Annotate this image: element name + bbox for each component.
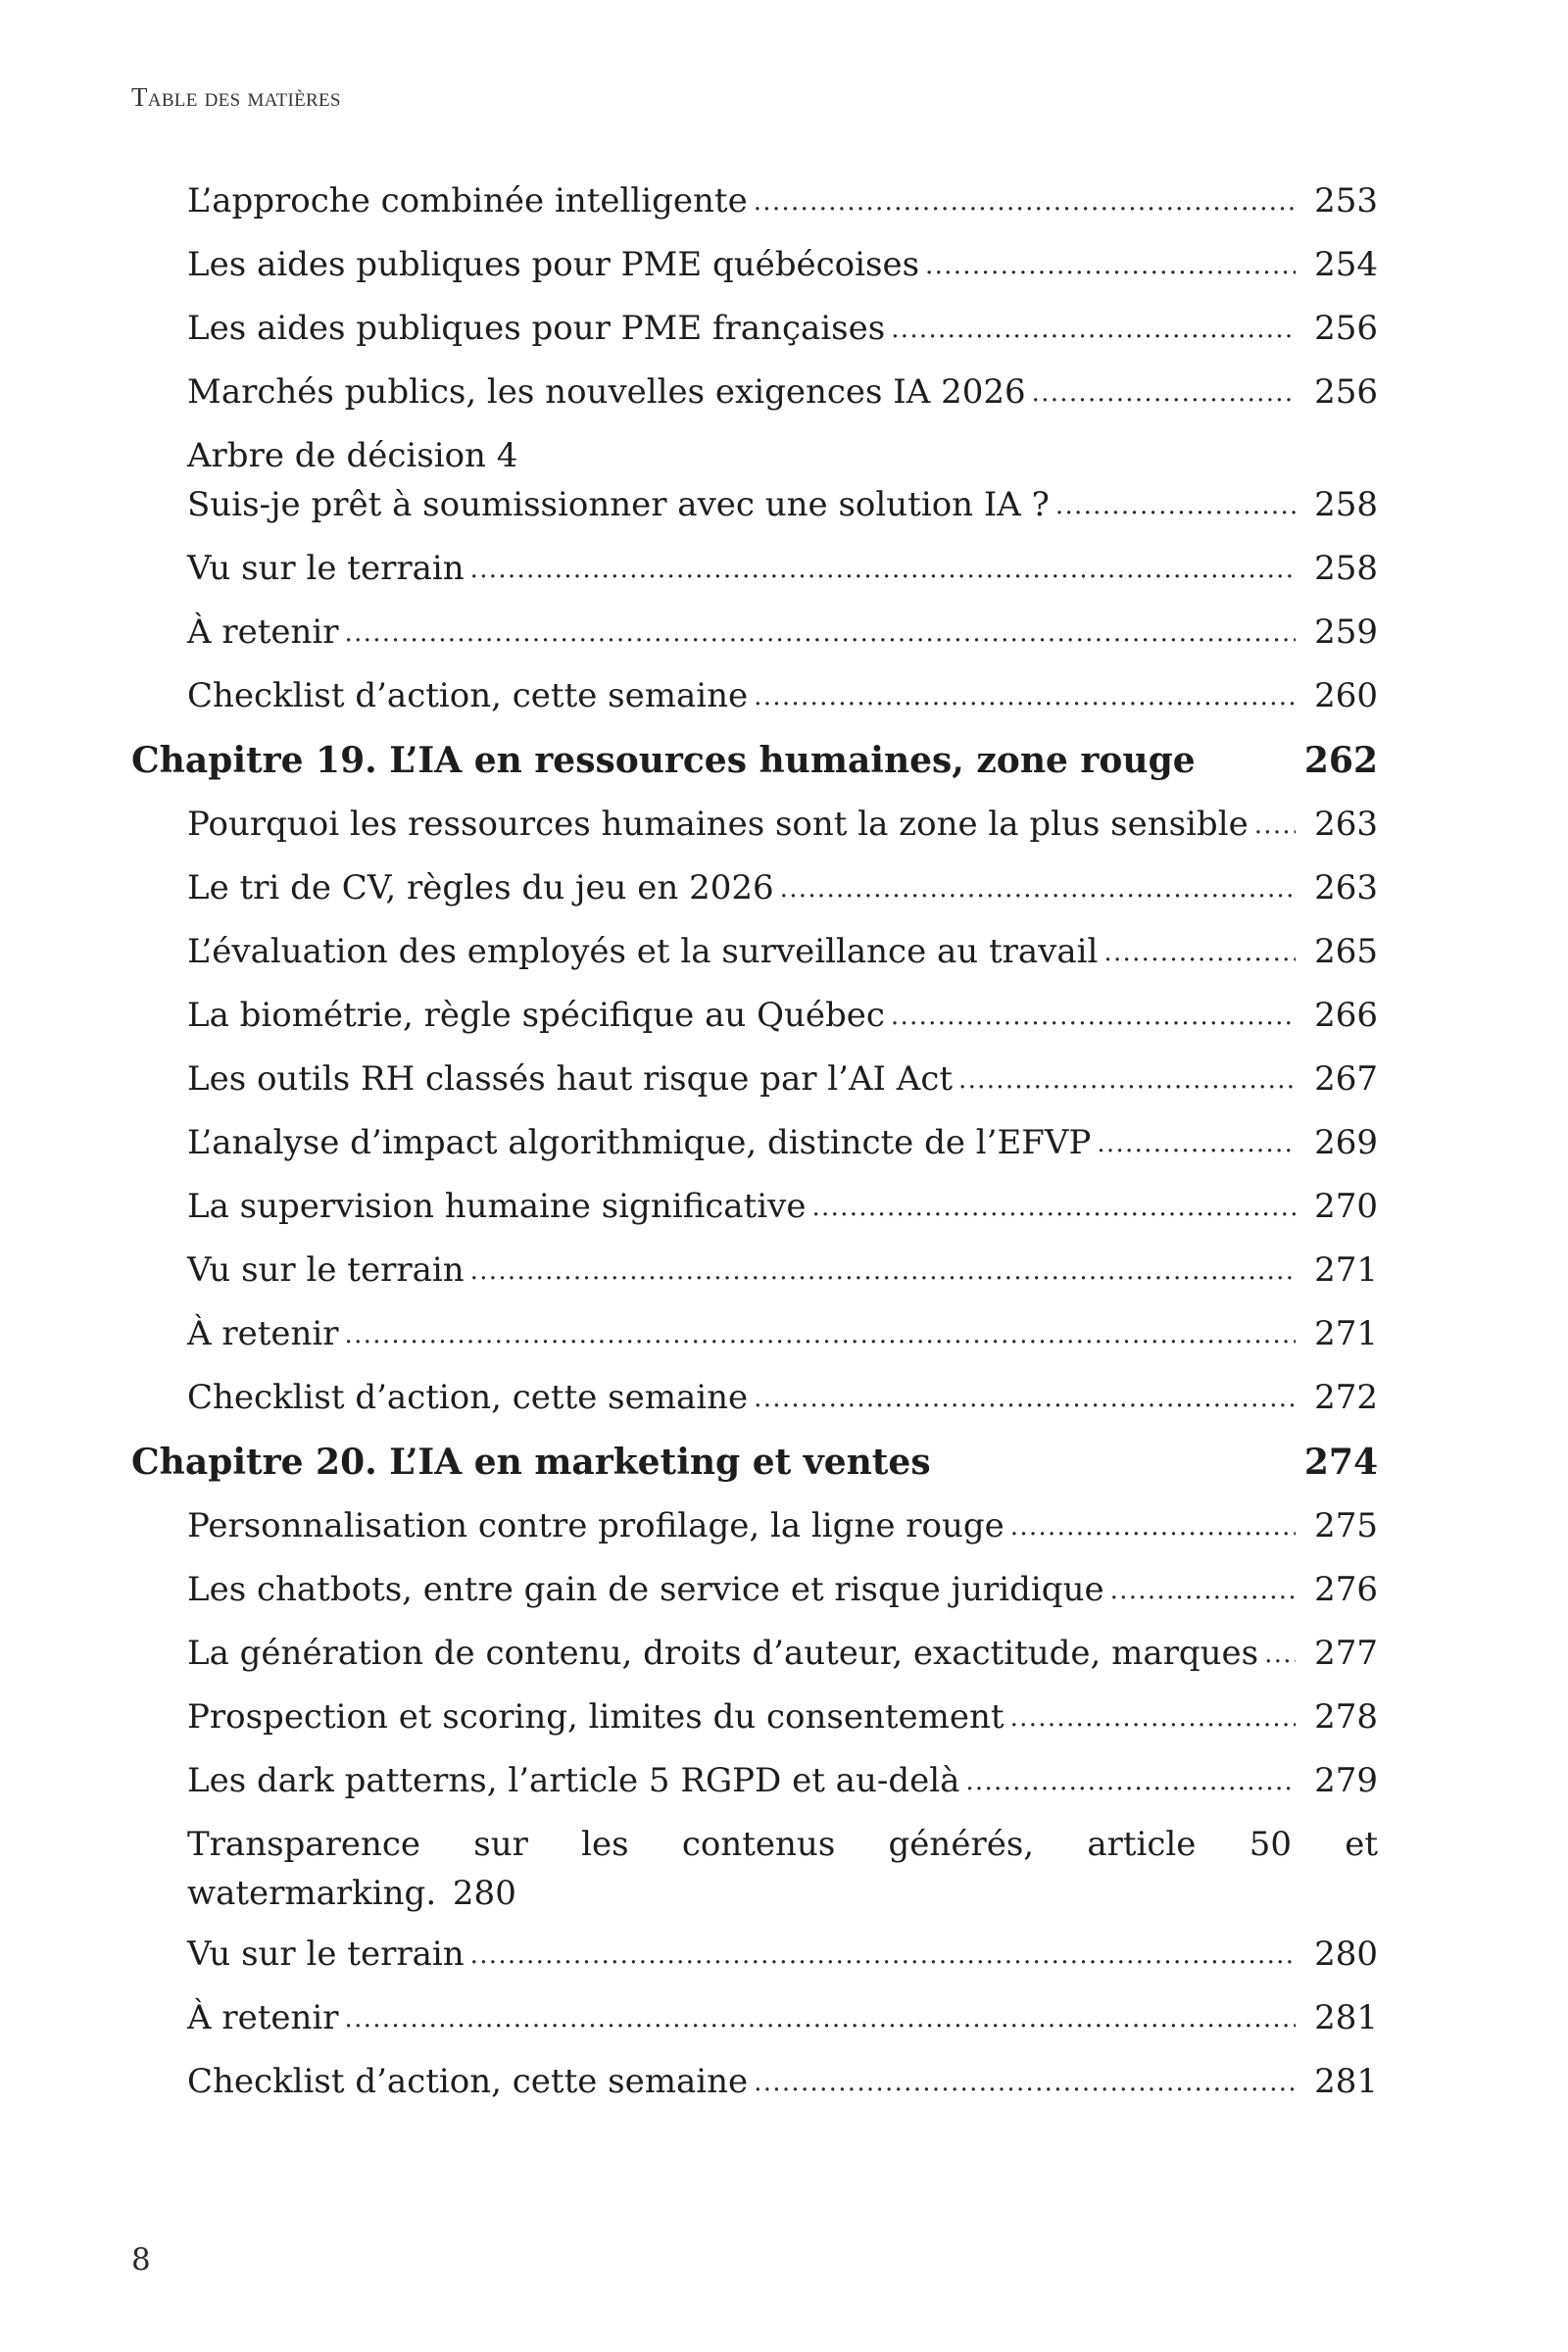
entry-title: Checklist d’action, cette semaine — [187, 1378, 749, 1417]
dot-leader — [1010, 1690, 1296, 1742]
entry-page-number: 256 — [1314, 372, 1378, 412]
toc-entry — [187, 1182, 1378, 1234]
entry-title: La supervision humaine significative — [187, 1187, 807, 1226]
entry-title: Vu sur le terrain — [187, 549, 465, 588]
entry-title: L’approche combinée intelligente — [187, 181, 748, 220]
dot-leader — [1032, 366, 1296, 417]
toc-chapter-heading — [131, 735, 1378, 786]
entry-title: Checklist d’action, cette semaine — [187, 2062, 749, 2101]
toc-entry — [187, 431, 1378, 532]
toc-entry — [187, 544, 1378, 596]
entry-title: À retenir — [187, 612, 339, 652]
dot-leader — [891, 989, 1296, 1041]
toc-entry — [187, 304, 1378, 356]
entry-page-number: 281 — [1314, 1998, 1378, 2037]
entry-title: Vu sur le terrain — [187, 1250, 465, 1290]
entry-page-number: 271 — [1314, 1250, 1378, 1290]
entry-page-number: 258 — [1314, 485, 1378, 524]
entry-page-number: 280 — [1314, 1935, 1378, 1974]
dot-leader — [754, 2055, 1296, 2107]
entry-title: Les aides publiques pour PME françaises — [187, 309, 886, 348]
toc-entry — [187, 1373, 1378, 1425]
entry-page-number: 263 — [1314, 805, 1378, 844]
entry-title: La biométrie, règle spécifique au Québec — [187, 996, 885, 1035]
chapter-title: Chapitre 19. L’IA en ressources humaines, zone rouge — [131, 740, 1196, 781]
dot-leader — [891, 302, 1296, 354]
entry-page-number: 278 — [1314, 1697, 1378, 1737]
entry-page-number: 256 — [1314, 309, 1378, 348]
entry-title: La génération de contenu, droits d’auteur, exactitude, marques — [187, 1634, 1259, 1673]
toc-entry — [187, 368, 1378, 419]
toc-entry — [187, 1118, 1378, 1170]
entry-title: Checklist d’action, cette semaine — [187, 676, 749, 715]
entry-title-line1: Arbre de décision 4 — [187, 436, 518, 475]
toc-entry — [187, 608, 1378, 660]
entry-page-number: 279 — [1314, 1761, 1378, 1800]
toc-entry — [187, 671, 1378, 723]
dot-leader — [1097, 1116, 1296, 1168]
dot-leader — [470, 1928, 1296, 1980]
toc-entry — [187, 1692, 1378, 1744]
toc-entry — [187, 1246, 1378, 1298]
entry-page-number: 265 — [1314, 932, 1378, 971]
entry-page-number: 271 — [1314, 1314, 1378, 1353]
toc-chapter-heading — [131, 1437, 1378, 1488]
page-number: 8 — [131, 2242, 151, 2278]
dot-leader — [958, 1053, 1296, 1104]
entry-title: Suis-je prêt à soumissionner avec une solution IA ? — [187, 485, 1050, 524]
entry-title: À retenir — [187, 1998, 339, 2037]
entry-title: Prospection et scoring, limites du consentement — [187, 1697, 1004, 1737]
entry-title: Les dark patterns, l’article 5 RGPD et au-delà — [187, 1761, 960, 1800]
dot-leader — [1055, 478, 1296, 530]
entry-page-number: 275 — [1314, 1506, 1378, 1545]
running-head: Table des matières — [131, 82, 341, 112]
dot-leader — [965, 1754, 1296, 1806]
toc-entry — [187, 991, 1378, 1043]
dot-leader — [925, 238, 1296, 290]
entry-title: Les outils RH classés haut risque par l’AI Act — [187, 1059, 954, 1099]
toc-entry — [187, 176, 1378, 228]
entry-title: Vu sur le terrain — [187, 1935, 465, 1974]
toc-entry — [187, 1309, 1378, 1361]
dot-leader — [470, 542, 1296, 594]
dot-leader — [811, 1180, 1296, 1232]
entry-page-number: 269 — [1314, 1123, 1378, 1162]
entry-page-number: 267 — [1314, 1059, 1378, 1099]
entry-title: L’évaluation des employés et la surveillance au travail — [187, 932, 1099, 971]
entry-page-number: 272 — [1314, 1378, 1378, 1417]
chapter-page-number: 274 — [1303, 1442, 1378, 1483]
dot-leader — [754, 174, 1296, 226]
dot-leader — [1010, 1499, 1296, 1551]
toc-entry — [187, 1054, 1378, 1106]
dot-leader — [754, 1371, 1296, 1423]
toc-entry — [187, 1820, 1378, 1918]
entry-page-number: 281 — [1314, 2062, 1378, 2101]
dot-leader — [780, 861, 1296, 913]
entry-title: Pourquoi les ressources humaines sont la zone la plus sensible — [187, 805, 1249, 844]
dot-leader — [1110, 1563, 1296, 1615]
dot-leader — [1103, 925, 1296, 977]
toc-entry — [187, 1930, 1378, 1982]
dot-leader — [470, 1244, 1296, 1296]
chapter-title: Chapitre 20. L’IA en marketing et ventes — [131, 1442, 931, 1483]
dot-leader — [754, 669, 1296, 721]
entry-title: Personnalisation contre profilage, la ligne rouge — [187, 1506, 1004, 1545]
toc-entry — [187, 1993, 1378, 2045]
table-of-contents — [131, 176, 1378, 2121]
entry-page-number: 276 — [1314, 1570, 1378, 1609]
entry-title: À retenir — [187, 1314, 339, 1353]
toc-entry — [187, 1565, 1378, 1617]
dot-leader — [345, 1307, 1296, 1359]
entry-page-number: 263 — [1314, 868, 1378, 907]
entry-title: L’analyse d’impact algorithmique, distincte de l’EFVP — [187, 1123, 1092, 1162]
entry-page-number: 254 — [1314, 245, 1378, 284]
entry-page-number: 277 — [1314, 1634, 1378, 1673]
entry-page-number: 266 — [1314, 996, 1378, 1035]
dot-leader — [345, 606, 1296, 658]
toc-entry — [187, 1756, 1378, 1808]
toc-entry — [187, 2057, 1378, 2109]
toc-entry — [187, 863, 1378, 915]
entry-page-number: 259 — [1314, 612, 1378, 652]
toc-entry — [187, 1501, 1378, 1553]
entry-page-number: 260 — [1314, 676, 1378, 715]
entry-title: Transparence sur les contenus générés, article 50 et watermarking. 280 — [187, 1825, 1378, 1913]
toc-entry — [187, 927, 1378, 979]
entry-page-number: 270 — [1314, 1187, 1378, 1226]
entry-title: Les aides publiques pour PME québécoises — [187, 245, 920, 284]
entry-page-number: 253 — [1314, 181, 1378, 220]
entry-title: Les chatbots, entre gain de service et risque juridique — [187, 1570, 1104, 1609]
entry-title: Le tri de CV, règles du jeu en 2026 — [187, 868, 774, 907]
toc-entry — [187, 800, 1378, 852]
entry-title: Marchés publics, les nouvelles exigences IA 2026 — [187, 372, 1026, 412]
dot-leader — [1254, 798, 1296, 850]
entry-page-number: 258 — [1314, 549, 1378, 588]
dot-leader — [345, 1991, 1296, 2043]
chapter-page-number: 262 — [1303, 740, 1378, 781]
dot-leader — [1264, 1627, 1296, 1679]
toc-entry — [187, 240, 1378, 292]
toc-entry — [187, 1629, 1378, 1681]
